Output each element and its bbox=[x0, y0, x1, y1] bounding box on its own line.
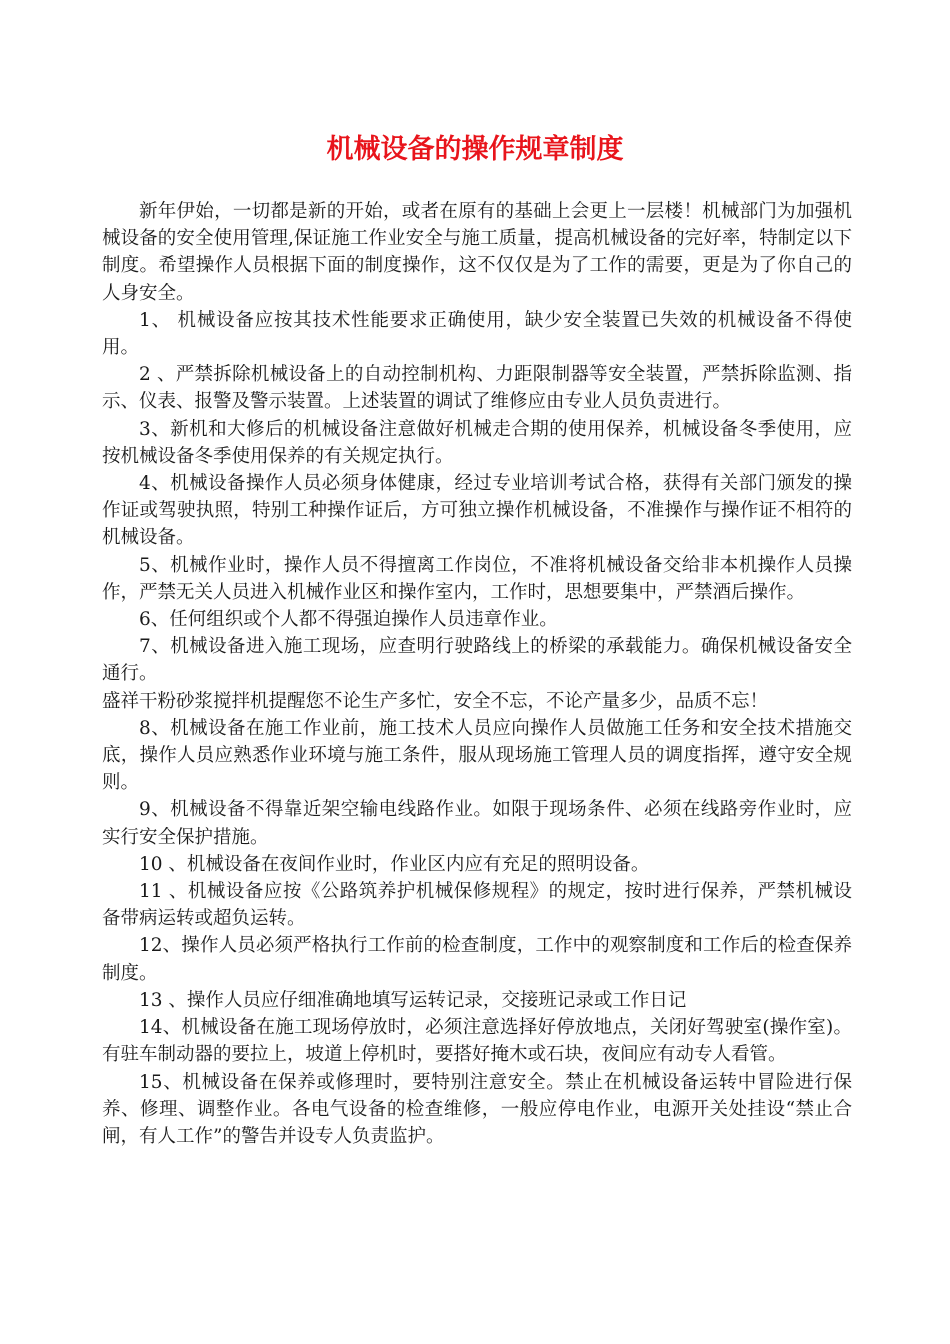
rule-12-paragraph: 12、操作人员必须严格执行工作前的检查制度，工作中的观察制度和工作后的检查保养制度。 bbox=[102, 935, 852, 984]
rule-14-paragraph: 14、机械设备在施工现场停放时，必须注意选择好停放地点，关闭好驾驶室(操作室)。有驻车制动器的要拉上，坡道上停机时，要搭好掩木或石块，夜间应有动专人看管。 bbox=[102, 1017, 852, 1066]
rule-6-paragraph: 6、任何组织或个人都不得强迫操作人员违章作业。 bbox=[139, 609, 558, 631]
rule-3-paragraph: 3、新机和大修后的机械设备注意做好机械走合期的使用保养，机械设备冬季使用，应按机械设备冬季使用保养的有关规定执行。 bbox=[102, 418, 852, 467]
page-title: 机械设备的操作规章制度 bbox=[326, 134, 624, 165]
rule-9-paragraph: 9、机械设备不得靠近架空输电线路作业。如限于现场条件、必须在线路旁作业时，应实行安全保护措施。 bbox=[102, 799, 852, 848]
rule-15-paragraph: 15、机械设备在保养或修理时，要特别注意安全。禁止在机械设备运转中冒险进行保养、修理、调整作业。各电气设备的检查维修，一般应停电作业，电源开关处挂设“禁止合闸，有人工作”的警告并设专人负责监护。 bbox=[102, 1071, 852, 1147]
rule-7-paragraph: 7、机械设备进入施工现场，应查明行驶路线上的桥梁的承载能力。确保机械设备安全通行。 bbox=[102, 636, 852, 685]
rule-8-paragraph: 8、机械设备在施工作业前，施工技术人员应向操作人员做施工任务和安全技术措施交底，操作人员应熟悉作业环境与施工条件，服从现场施工管理人员的调度指挥，遵守安全规则。 bbox=[102, 717, 852, 794]
intro-paragraph: 新年伊始，一切都是新的开始，或者在原有的基础上会更上一层楼！机械部门为加强机械设备的安全使用管理,保证施工作业安全与施工质量，提高机械设备的完好率，特制定以下制度。希望操作人员根据下面的制度操作，这不仅仅是为了工作的需要，更是为了你自己的人身安全。 bbox=[102, 201, 852, 304]
rule-11-paragraph: 11 、机械设备应按《公路筑养护机械保修规程》的规定，按时进行保养，严禁机械设备带病运转或超负运转。 bbox=[102, 881, 852, 930]
rule-2-paragraph: 2 、严禁拆除机械设备上的自动控制机构、力距限制器等安全装置，严禁拆除监测、指示、仪表、报警及警示装置。上述装置的调试了维修应由专业人员负责进行。 bbox=[102, 364, 852, 413]
rule-10-paragraph: 10 、机械设备在夜间作业时，作业区内应有充足的照明设备。 bbox=[139, 853, 650, 875]
rule-13-paragraph: 13 、操作人员应仔细准确地填写运转记录，交接班记录或工作日记 bbox=[139, 989, 687, 1011]
reminder-paragraph: 盛祥干粉砂浆搅拌机提醒您不论生产多忙，安全不忘，不论产量多少，品质不忘！ bbox=[102, 690, 769, 712]
rule-4-paragraph: 4、机械设备操作人员必须身体健康，经过专业培训考试合格，获得有关部门颁发的操作证或驾驶执照，特别工种操作证后，方可独立操作机械设备，不准操作与操作证不相符的机械设备。 bbox=[102, 473, 852, 549]
rule-1-paragraph: 1、 机械设备应按其技术性能要求正确使用，缺少安全装置已失效的机械设备不得使用。 bbox=[102, 309, 852, 359]
document-body bbox=[102, 198, 852, 1150]
rule-5-paragraph: 5、机械作业时，操作人员不得擅离工作岗位，不准将机械设备交给非本机操作人员操作，严禁无关人员进入机械作业区和操作室内，工作时，思想要集中，严禁酒后操作。 bbox=[102, 554, 852, 603]
